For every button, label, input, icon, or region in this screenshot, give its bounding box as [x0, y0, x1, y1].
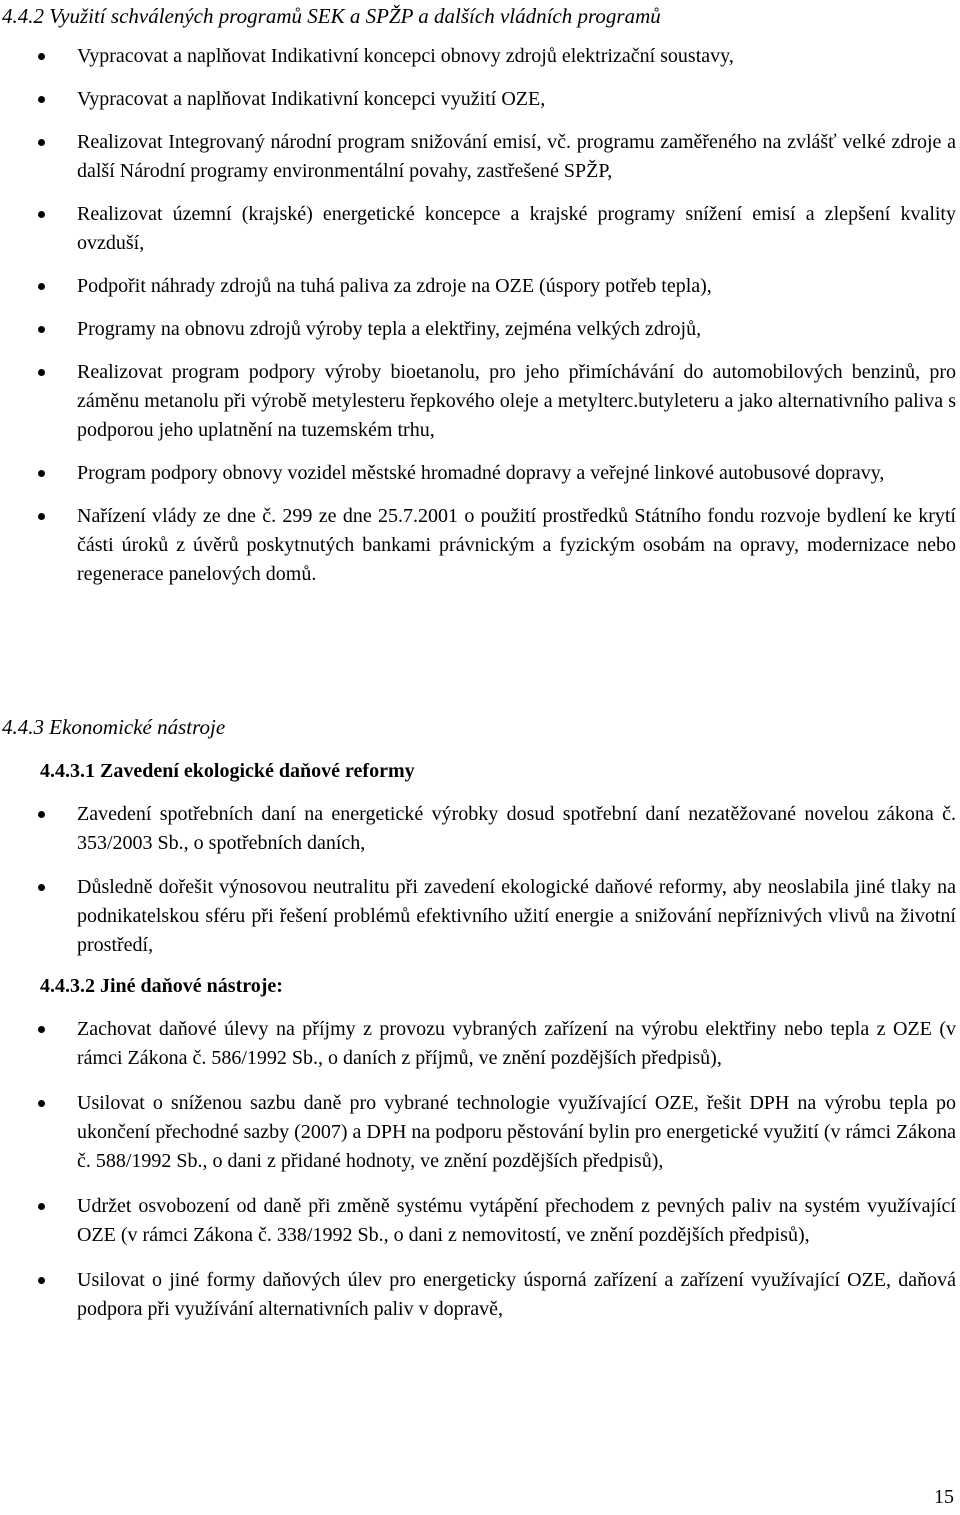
list-item-text: Podpořit náhrady zdrojů na tuhá paliva za zdroje na OZE (úspory potřeb tepla), — [77, 275, 712, 297]
bullet-icon — [38, 1026, 45, 1033]
bullet-icon — [38, 326, 45, 333]
list-item — [0, 358, 960, 445]
bullet-icon — [38, 1277, 45, 1284]
list-item — [0, 1089, 960, 1176]
list-item — [0, 42, 960, 71]
page-number: 15 — [934, 1486, 954, 1508]
list-item — [0, 873, 960, 960]
bullet-icon — [38, 211, 45, 218]
list-item — [0, 459, 960, 488]
list-item — [0, 1266, 960, 1324]
list-item — [0, 800, 960, 858]
list-item-text: Zavedení spotřebních daní na energetické výrobky dosud spotřební daní nezatěžované novelou zákona č. 353/2003 Sb., o spotřebních daních, — [77, 803, 956, 854]
list-item-text: Realizovat program podpory výroby bioetanolu, pro jeho přimíchávání do automobilových benzinů, pro záměnu metanolu při výrobě metylesteru řepkového oleje a metylterc.butyleteru a jako alternativního paliva s podporou jeho uplatnění na tuzemském trhu, — [77, 361, 956, 441]
subsubsection-title-other-tax-tools: 4.4.3.2 Jiné daňové nástroje: — [40, 975, 283, 997]
list-item-text: Programy na obnovu zdrojů výroby tepla a elektřiny, zejména velkých zdrojů, — [77, 318, 702, 340]
bullet-icon — [38, 1100, 45, 1107]
bullet-icon — [38, 470, 45, 477]
bullet-icon — [38, 811, 45, 818]
list-item-text: Program podpory obnovy vozidel městské hromadné dopravy a veřejné linkové autobusové dopravy, — [77, 462, 885, 484]
bullet-icon — [38, 139, 45, 146]
list-item-text: Realizovat Integrovaný národní program snižování emisí, vč. programu zaměřeného na zvlášť velké zdroje a další Národní programy environmentální povahy, zastřešené SPŽP, — [77, 131, 956, 182]
list-item-text: Zachovat daňové úlevy na příjmy z provozu vybraných zařízení na výrobu elektřiny nebo tepla z OZE (v rámci Zákona č. 586/1992 Sb., o daních z příjmů, ve znění pozdějších předpisů), — [77, 1018, 956, 1069]
subsection-title: 4.4.3 Ekonomické nástroje — [2, 715, 226, 739]
bullet-icon — [38, 513, 45, 520]
list-item — [0, 272, 960, 301]
list-item — [0, 502, 960, 589]
list-item-text: Usilovat o jiné formy daňových úlev pro energeticky úsporná zařízení a zařízení využívající OZE, daňová podpora při využívání alternativních paliv v dopravě, — [77, 1269, 956, 1320]
list-item — [0, 128, 960, 186]
bullet-icon — [38, 1203, 45, 1210]
bullet-list-programs — [0, 42, 960, 603]
subsubsection-title-ecological-reform: 4.4.3.1 Zavedení ekologické daňové reformy — [40, 760, 415, 782]
list-item-text: Vypracovat a naplňovat Indikativní koncepci obnovy zdrojů elektrizační soustavy, — [77, 45, 734, 67]
list-item — [0, 1192, 960, 1250]
bullet-icon — [38, 53, 45, 60]
bullet-list-other-tax-tools — [0, 1015, 960, 1340]
bullet-icon — [38, 884, 45, 891]
bullet-icon — [38, 283, 45, 290]
bullet-list-ecological-reform — [0, 800, 960, 975]
list-item-text: Důsledně dořešit výnosovou neutralitu při zavedení ekologické daňové reformy, aby neoslabila jiné tlaky na podnikatelskou sféru při řešení problémů efektivního užití energie a snižování nepříznivých vlivů na životní prostředí, — [77, 876, 956, 956]
list-item-text: Usilovat o sníženou sazbu daně pro vybrané technologie využívající OZE, řešit DPH na výrobu tepla po ukončení přechodné sazby (2007) a DPH na podporu pěstování bylin pro energetické využití (v rámci Zákona č. 588/1992 Sb., o dani z přidané hodnoty, ve znění pozdějších předpisů), — [77, 1092, 956, 1172]
bullet-icon — [38, 96, 45, 103]
list-item-text: Realizovat územní (krajské) energetické koncepce a krajské programy snížení emisí a zlepšení kvality ovzduší, — [77, 203, 956, 254]
list-item — [0, 85, 960, 114]
list-item-text: Udržet osvobození od daně při změně systému vytápění přechodem z pevných paliv na systém využívající OZE (v rámci Zákona č. 338/1992 Sb., o dani z nemovitostí, ve znění pozdějších předpisů), — [77, 1195, 956, 1246]
list-item-text: Nařízení vlády ze dne č. 299 ze dne 25.7.2001 o použití prostředků Státního fondu rozvoje bydlení ke krytí části úroků z úvěrů poskytnutých bankami právnickým a fyzickým osobám na opravy, modernizace nebo regenerace panelových domů. — [77, 505, 956, 585]
list-item — [0, 315, 960, 344]
list-item — [0, 200, 960, 258]
bullet-icon — [38, 369, 45, 376]
list-item — [0, 1015, 960, 1073]
list-item-text: Vypracovat a naplňovat Indikativní koncepci využití OZE, — [77, 88, 546, 110]
section-title: 4.4.2 Využití schválených programů SEK a SPŽP a dalších vládních programů — [2, 4, 661, 28]
